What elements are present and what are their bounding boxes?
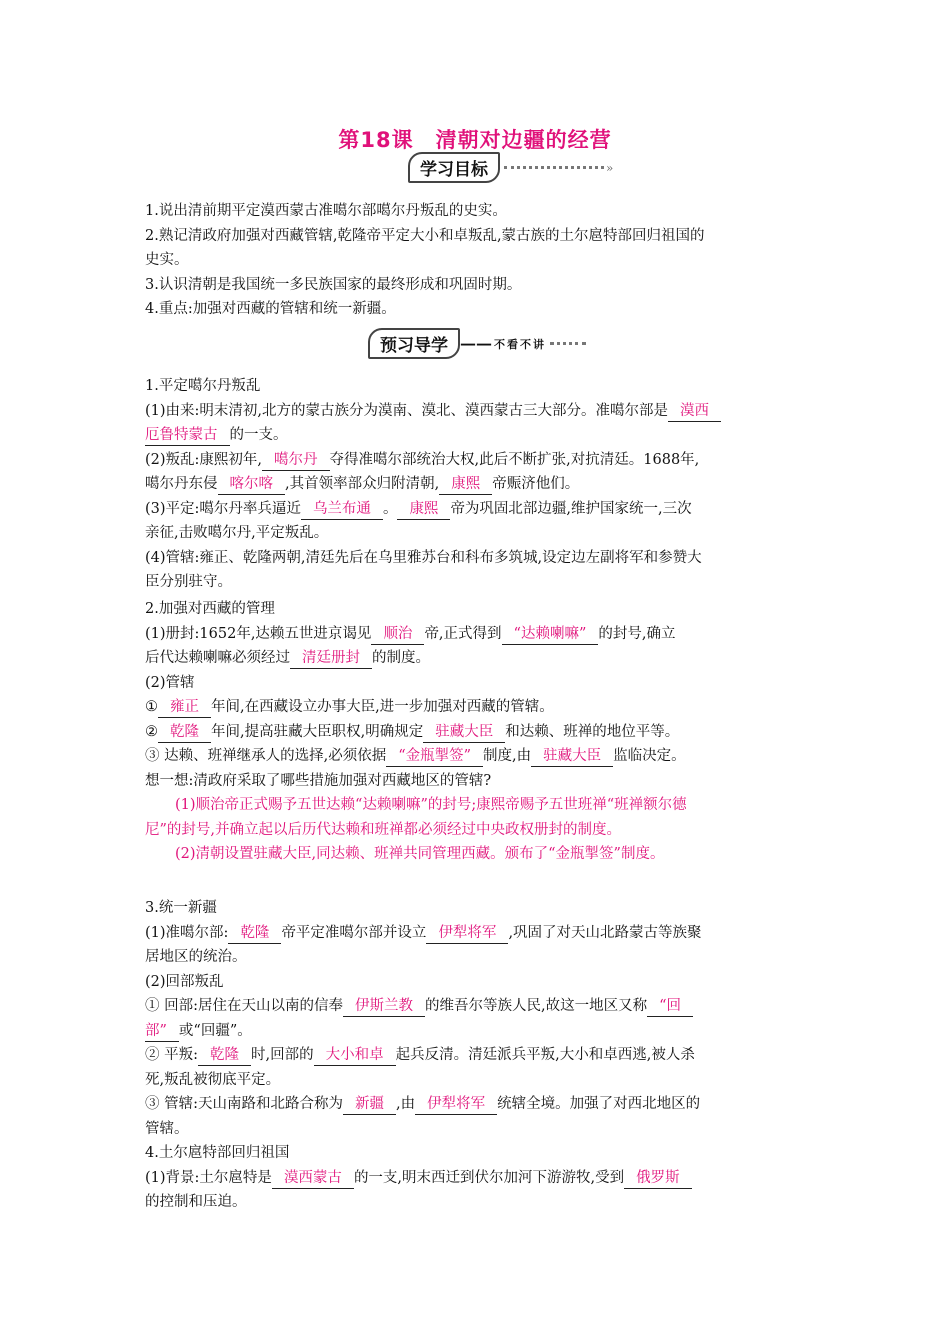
- section-heading: 3.统一新疆: [145, 900, 217, 916]
- answer-blank: “金瓶掣签”: [386, 746, 483, 767]
- text-line: 臣分别驻守。: [145, 574, 232, 590]
- section-heading: 1.平定噶尔丹叛乱: [145, 378, 261, 394]
- section-banner-preview: [368, 328, 586, 359]
- answer-blank: “回: [647, 996, 693, 1017]
- text-line: ② 乾隆 年间,提高驻藏大臣职权,明确规定 驻藏大臣 和达赖、班禅的地位平等。: [145, 720, 679, 745]
- answer-blank: 部”: [145, 1021, 179, 1042]
- text-line: ③ 达赖、班禅继承人的选择,必须依据 “金瓶掣签” 制度,由 驻藏大臣 监临决定。: [145, 744, 686, 769]
- text-line: 部” 或“回疆”。: [145, 1019, 252, 1044]
- goal-item: 1.说出清前期平定漠西蒙古准噶尔部噶尔丹叛乱的史实。: [145, 203, 507, 219]
- answer-blank: 乾隆: [198, 1045, 251, 1066]
- banner-dotted-line: [504, 166, 604, 169]
- banner-dotted-line: [550, 342, 586, 345]
- banner-dash: ——: [460, 334, 492, 353]
- section-banner-goals: [408, 152, 613, 183]
- answer-blank: 康熙: [397, 499, 450, 520]
- answer-blank: 驻藏大臣: [423, 722, 505, 743]
- goal-item: 3.认识清朝是我国统一多民族国家的最终形成和巩固时期。: [145, 276, 522, 293]
- text-line: (1)准噶尔部: 乾隆 帝平定准噶尔部并设立 伊犁将军 ,巩固了对天山北路蒙古等族聚: [145, 921, 702, 946]
- text-line: (1)册封:1652年,达赖五世进京谒见 顺治 帝,正式得到 “达赖喇嘛” 的封号,确立: [145, 622, 675, 647]
- text-line: 后代达赖喇嘛必须经过 清廷册封 的制度。: [145, 646, 430, 671]
- section-heading: 2.加强对西藏的管理: [145, 601, 275, 617]
- text-line: (2)管辖: [145, 674, 195, 691]
- text-line: ③ 管辖:天山南路和北路合称为 新疆 ,由 伊犁将军 统辖全境。加强了对西北地区的: [145, 1092, 700, 1117]
- text-line: ① 雍正 年间,在西藏设立办事大臣,进一步加强对西藏的管辖。: [145, 695, 554, 720]
- answer-blank: 俄罗斯: [624, 1168, 692, 1189]
- text-line: 管辖。: [145, 1120, 189, 1137]
- text-line: 的控制和压迫。: [145, 1194, 247, 1210]
- text-line: 居地区的统治。: [145, 949, 247, 965]
- arrow-icon: »: [606, 160, 614, 175]
- text-line: (3)平定:噶尔丹率兵逼近 乌兰布通 。 康熙 帝为巩固北部边疆,维护国家统一,三次: [145, 497, 692, 522]
- goal-item: 史实。: [145, 252, 189, 268]
- answer-blank: “达赖喇嘛”: [502, 624, 599, 645]
- text-line: ① 回部:居住在天山以南的信奉 伊斯兰教 的维吾尔等族人民,故这一地区又称 “回: [145, 994, 693, 1019]
- answer-blank: 乌兰布通: [301, 499, 383, 520]
- answer-blank: 喀尔喀: [218, 474, 286, 495]
- answer-blank: 新疆: [343, 1094, 396, 1115]
- banner-goals-label: 学习目标: [408, 152, 500, 183]
- answer-text: 尼”的封号,并确立起以后历代达赖和班禅都必须经过中央政权册封的制度。: [145, 821, 622, 838]
- answer-blank: 厄鲁特蒙古: [145, 425, 230, 446]
- answer-text: (2)清朝设置驻藏大臣,同达赖、班禅共同管理西藏。颁布了“金瓶掣签”制度。: [175, 846, 665, 862]
- answer-text: (1)顺治帝正式赐予五世达赖“达赖喇嘛”的封号;康熙帝赐予五世班禅“班禅额尔德: [175, 797, 687, 813]
- answer-blank: 乾隆: [158, 722, 211, 743]
- answer-blank: 伊斯兰教: [343, 996, 425, 1017]
- banner-preview-sub: 不看不讲: [494, 337, 546, 351]
- banner-preview-label: 预习导学: [368, 328, 460, 359]
- answer-blank: 顺治: [371, 624, 424, 645]
- question-text: 想一想:清政府采取了哪些措施加强对西藏地区的管辖?: [145, 772, 492, 789]
- answer-blank: 漠西: [668, 401, 721, 422]
- answer-blank: 乾隆: [228, 923, 281, 944]
- text-line: (1)背景:土尔扈特是 漠西蒙古 的一支,明末西迁到伏尔加河下游游牧,受到 俄罗斯: [145, 1166, 692, 1191]
- answer-blank: 康熙: [439, 474, 492, 495]
- answer-blank: 伊犁将军: [426, 923, 508, 944]
- answer-blank: 清廷册封: [290, 648, 372, 669]
- text-line: 死,叛乱被彻底平定。: [145, 1071, 281, 1088]
- text-line: 亲征,击败噶尔丹,平定叛乱。: [145, 525, 329, 541]
- goal-item: 4.重点:加强对西藏的管辖和统一新疆。: [145, 301, 396, 317]
- text-line: 噶尔丹东侵 喀尔喀 ,其首领率部众归附清朝, 康熙 帝赈济他们。: [145, 472, 579, 497]
- answer-blank: 噶尔丹: [262, 450, 330, 471]
- lesson-title: 第18课 清朝对边疆的经营: [338, 128, 612, 152]
- answer-blank: 漠西蒙古: [272, 1168, 354, 1189]
- answer-blank: 大小和卓: [314, 1045, 396, 1066]
- text-line: ② 平叛: 乾隆 时,回部的 大小和卓 起兵反清。清廷派兵平叛,大小和卓西逃,被人杀: [145, 1043, 695, 1068]
- goal-item: 2.熟记清政府加强对西藏管辖,乾隆帝平定大小和卓叛乱,蒙古族的土尔扈特部回归祖国的: [145, 227, 705, 244]
- section-heading: 4.土尔扈特部回归祖国: [145, 1145, 290, 1161]
- text-line: (2)叛乱:康熙初年, 噶尔丹 夺得准噶尔部统治大权,此后不断扩张,对抗清廷。1688年,: [145, 448, 699, 473]
- answer-blank: 伊犁将军: [415, 1094, 497, 1115]
- text-line: (1)由来:明末清初,北方的蒙古族分为漠南、漠北、漠西蒙古三大部分。准噶尔部是 漠西: [145, 399, 721, 424]
- answer-blank: 雍正: [158, 697, 211, 718]
- text-line: (2)回部叛乱: [145, 973, 224, 990]
- text-line: 厄鲁特蒙古 的一支。: [145, 423, 288, 448]
- answer-blank: 驻藏大臣: [531, 746, 613, 767]
- text-line: (4)管辖:雍正、乾隆两朝,清廷先后在乌里雅苏台和科布多筑城,设定边左副将军和参赞大: [145, 549, 702, 566]
